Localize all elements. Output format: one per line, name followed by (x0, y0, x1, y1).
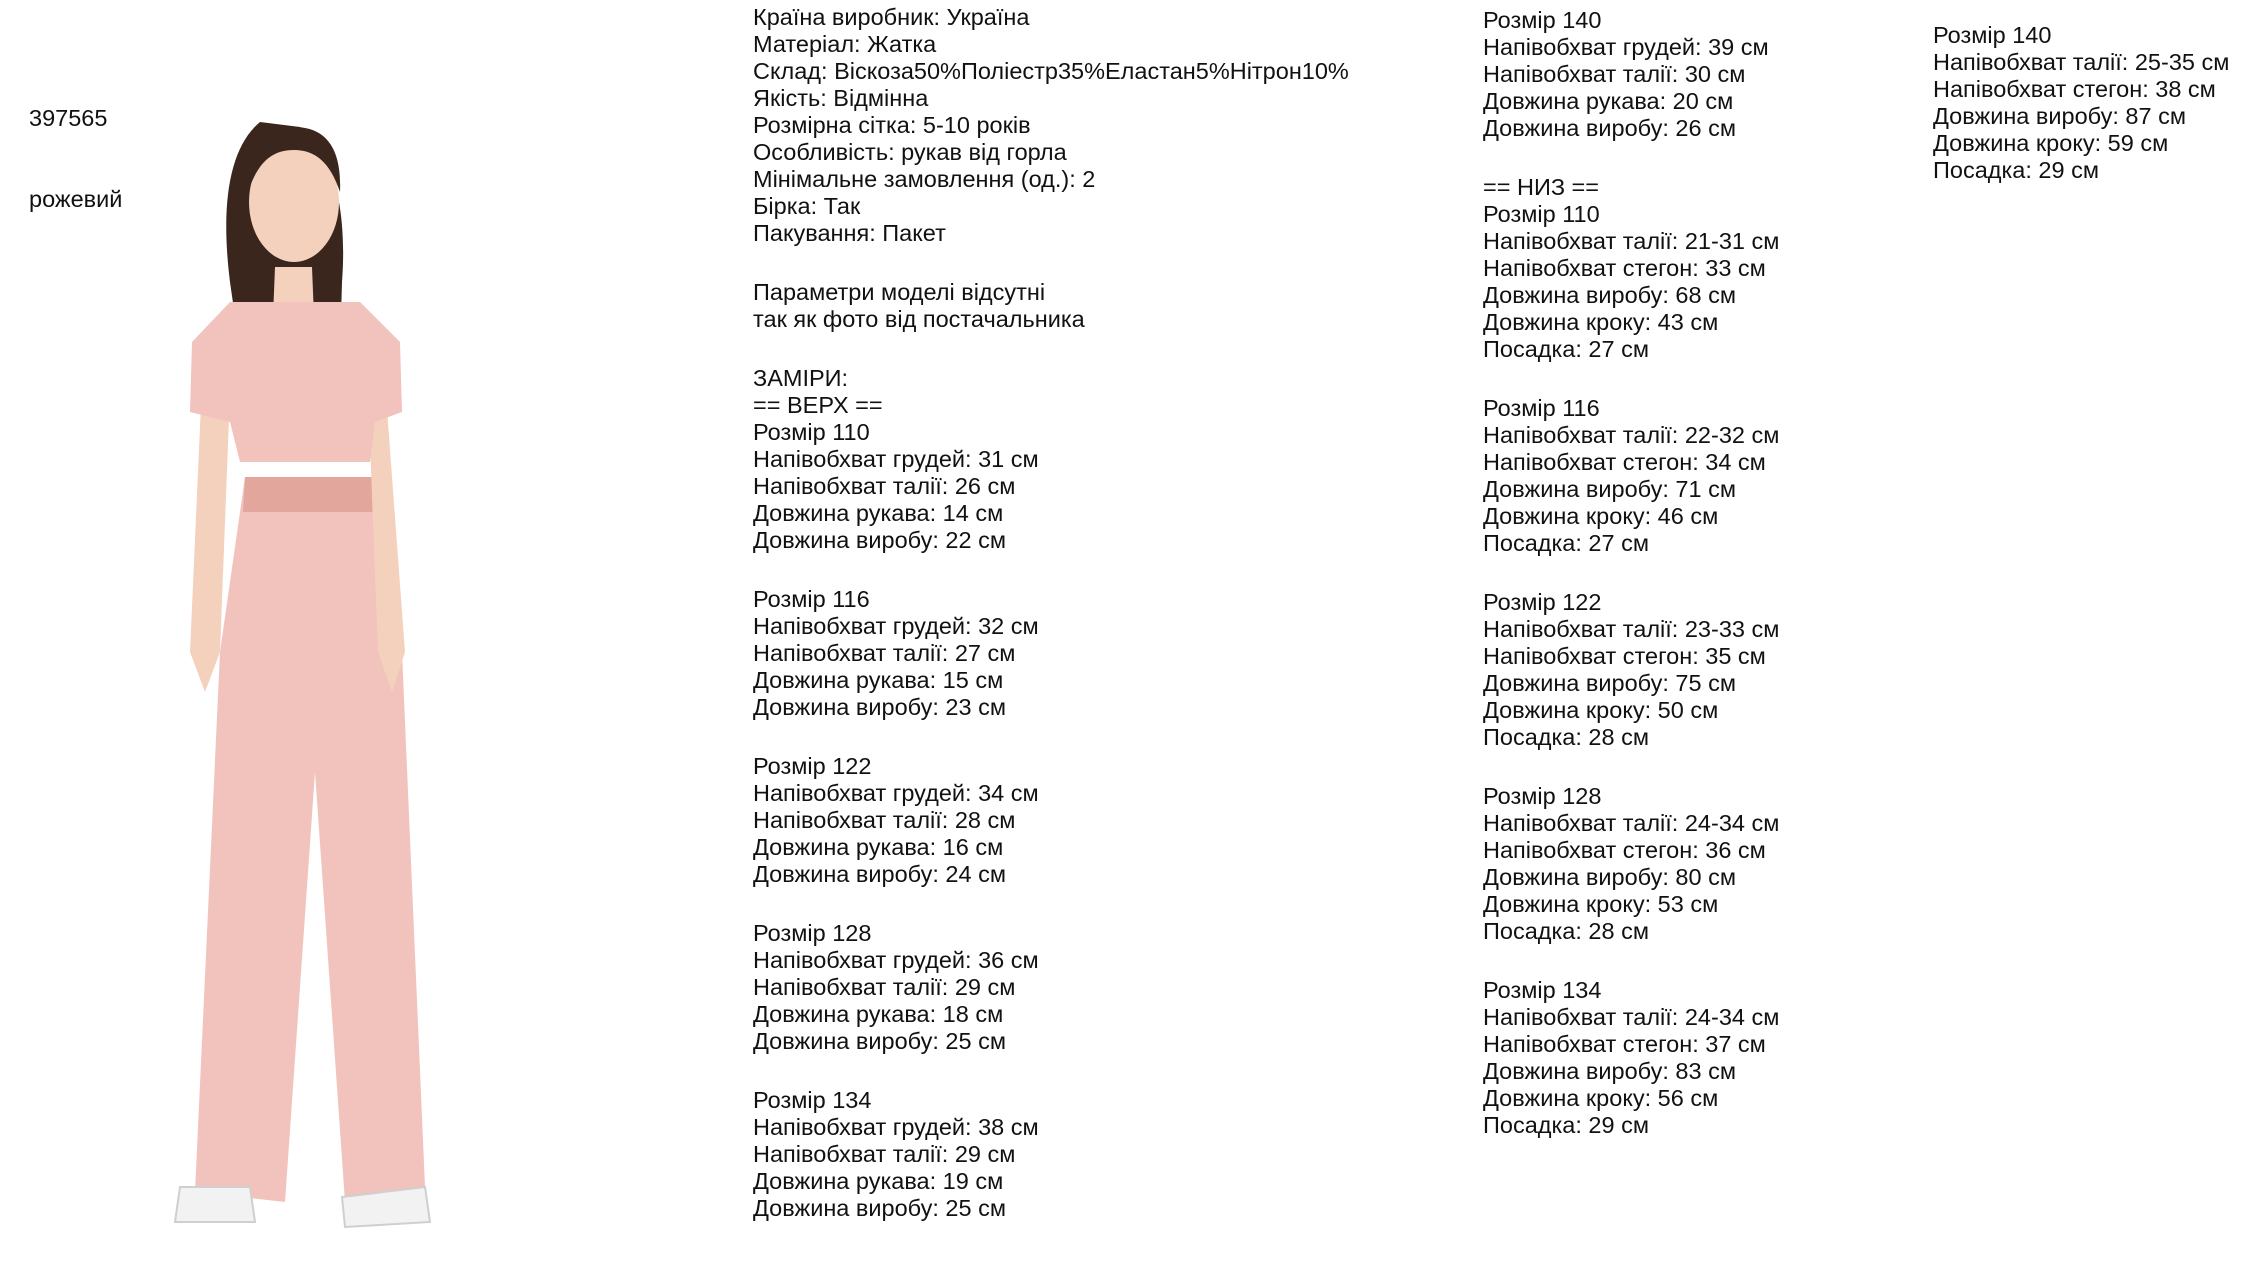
size-title: Розмір 134 (1483, 977, 1602, 1003)
product-color-name: рожевий (29, 186, 123, 212)
size-line: Довжина виробу: 71 см (1483, 476, 1736, 502)
model-note-line: так як фото від постачальника (753, 306, 1085, 332)
size-line: Напівобхват стегон: 37 см (1483, 1031, 1766, 1057)
size-line: Напівобхват стегон: 34 см (1483, 449, 1766, 475)
size-line: Довжина виробу: 25 см (753, 1195, 1006, 1221)
size-line: Посадка: 28 см (1483, 724, 1649, 750)
size-title: Розмір 140 (1933, 22, 2052, 48)
size-line: Посадка: 29 см (1483, 1112, 1649, 1138)
size-line: Довжина кроку: 43 см (1483, 309, 1719, 335)
size-line: Напівобхват талії: 27 см (753, 640, 1016, 666)
size-line: Довжина кроку: 53 см (1483, 891, 1719, 917)
size-title: Розмір 128 (753, 920, 872, 946)
info-column (753, 4, 1349, 1222)
bottom-size-block (1483, 977, 1779, 1139)
size-line: Довжина кроку: 56 см (1483, 1085, 1719, 1111)
model-note-line: Параметри моделі відсутні (753, 279, 1046, 305)
size-line: Довжина рукава: 19 см (753, 1168, 1004, 1194)
top-size-block (753, 586, 1349, 721)
info-quality: Якість: Відмінна (753, 85, 929, 111)
size-line: Напівобхват талії: 24-34 см (1483, 1004, 1780, 1030)
size-line: Посадка: 27 см (1483, 530, 1649, 556)
model-illustration (80, 52, 550, 1277)
size-line: Напівобхват стегон: 35 см (1483, 643, 1766, 669)
size-line: Напівобхват талії: 30 см (1483, 61, 1746, 87)
size-line: Довжина кроку: 46 см (1483, 503, 1719, 529)
product-photo (80, 52, 550, 1277)
size-line: Довжина виробу: 22 см (753, 527, 1006, 553)
size-line: Довжина виробу: 80 см (1483, 864, 1736, 890)
size-line: Напівобхват талії: 23-33 см (1483, 616, 1780, 642)
top-size-block (753, 419, 1349, 554)
measurements-column-2 (1483, 7, 1779, 1139)
size-line: Довжина кроку: 50 см (1483, 697, 1719, 723)
size-line: Довжина рукава: 15 см (753, 667, 1004, 693)
bottom-size-block (1483, 783, 1779, 945)
top-size-block (753, 920, 1349, 1055)
product-info-list (753, 4, 1349, 247)
info-material: Матеріал: Жатка (753, 31, 937, 57)
top-heading: == ВЕРХ == (753, 392, 883, 418)
top-size-block (1483, 7, 1779, 142)
size-line: Напівобхват талії: 25-35 см (1933, 49, 2230, 75)
size-line: Довжина виробу: 68 см (1483, 282, 1736, 308)
size-line: Напівобхват грудей: 34 см (753, 780, 1039, 806)
bottom-size-block (1483, 395, 1779, 557)
size-line: Напівобхват талії: 22-32 см (1483, 422, 1780, 448)
size-line: Посадка: 28 см (1483, 918, 1649, 944)
size-title: Розмір 116 (753, 586, 870, 612)
size-title: Розмір 140 (1483, 7, 1602, 33)
size-title: Розмір 110 (1483, 201, 1600, 227)
size-line: Довжина рукава: 16 см (753, 834, 1004, 860)
product-sku: 397565 (29, 105, 108, 131)
left-shoe (175, 1187, 255, 1222)
size-line: Напівобхват грудей: 36 см (753, 947, 1039, 973)
bottom-heading: == НИЗ == (1483, 174, 1600, 200)
size-title: Розмір 134 (753, 1087, 872, 1113)
model-note (753, 279, 1349, 333)
size-line: Напівобхват стегон: 36 см (1483, 837, 1766, 863)
info-country: Країна виробник: Україна (753, 4, 1030, 30)
size-line: Довжина виробу: 25 см (753, 1028, 1006, 1054)
size-line: Напівобхват талії: 21-31 см (1483, 228, 1780, 254)
top-size-block (753, 753, 1349, 888)
pants-waistband (243, 477, 382, 512)
size-line: Напівобхват грудей: 32 см (753, 613, 1039, 639)
size-line: Довжина виробу: 75 см (1483, 670, 1736, 696)
size-line: Довжина виробу: 23 см (753, 694, 1006, 720)
size-line: Довжина кроку: 59 см (1933, 130, 2169, 156)
size-line: Напівобхват талії: 29 см (753, 1141, 1016, 1167)
size-title: Розмір 128 (1483, 783, 1602, 809)
info-min-order: Мінімальне замовлення (од.): 2 (753, 166, 1096, 192)
bottom-size-block (1483, 589, 1779, 751)
size-line: Напівобхват стегон: 33 см (1483, 255, 1766, 281)
info-packaging: Пакування: Пакет (753, 220, 946, 246)
size-title: Розмір 122 (753, 753, 872, 779)
size-line: Напівобхват стегон: 38 см (1933, 76, 2216, 102)
size-title: Розмір 116 (1483, 395, 1600, 421)
bottom-size-block (1933, 22, 2229, 184)
info-feature: Особливість: рукав від горла (753, 139, 1067, 165)
info-composition: Склад: Віскоза50%Поліестр35%Еластан5%Нітрон10% (753, 58, 1349, 84)
size-line: Напівобхват талії: 29 см (753, 974, 1016, 1000)
size-title: Розмір 122 (1483, 589, 1602, 615)
size-line: Посадка: 27 см (1483, 336, 1649, 362)
size-line: Довжина виробу: 24 см (753, 861, 1006, 887)
size-line: Довжина рукава: 18 см (753, 1001, 1004, 1027)
size-line: Напівобхват грудей: 38 см (753, 1114, 1039, 1140)
size-line: Довжина рукава: 20 см (1483, 88, 1734, 114)
size-line: Посадка: 29 см (1933, 157, 2099, 183)
size-line: Довжина виробу: 87 см (1933, 103, 2186, 129)
info-size-range: Розмірна сітка: 5-10 років (753, 112, 1031, 138)
size-title: Розмір 110 (753, 419, 870, 445)
size-line: Напівобхват грудей: 31 см (753, 446, 1039, 472)
measurements-title: ЗАМІРИ: (753, 365, 849, 391)
top-size-block (753, 1087, 1349, 1222)
info-tag: Бірка: Так (753, 193, 861, 219)
size-line: Довжина виробу: 83 см (1483, 1058, 1736, 1084)
bottom-size-block (1483, 201, 1779, 363)
size-line: Напівобхват грудей: 39 см (1483, 34, 1769, 60)
measurements-column-3 (1933, 22, 2229, 184)
size-line: Напівобхват талії: 28 см (753, 807, 1016, 833)
size-line: Напівобхват талії: 26 см (753, 473, 1016, 499)
size-line: Довжина рукава: 14 см (753, 500, 1004, 526)
size-line: Напівобхват талії: 24-34 см (1483, 810, 1780, 836)
size-line: Довжина виробу: 26 см (1483, 115, 1736, 141)
